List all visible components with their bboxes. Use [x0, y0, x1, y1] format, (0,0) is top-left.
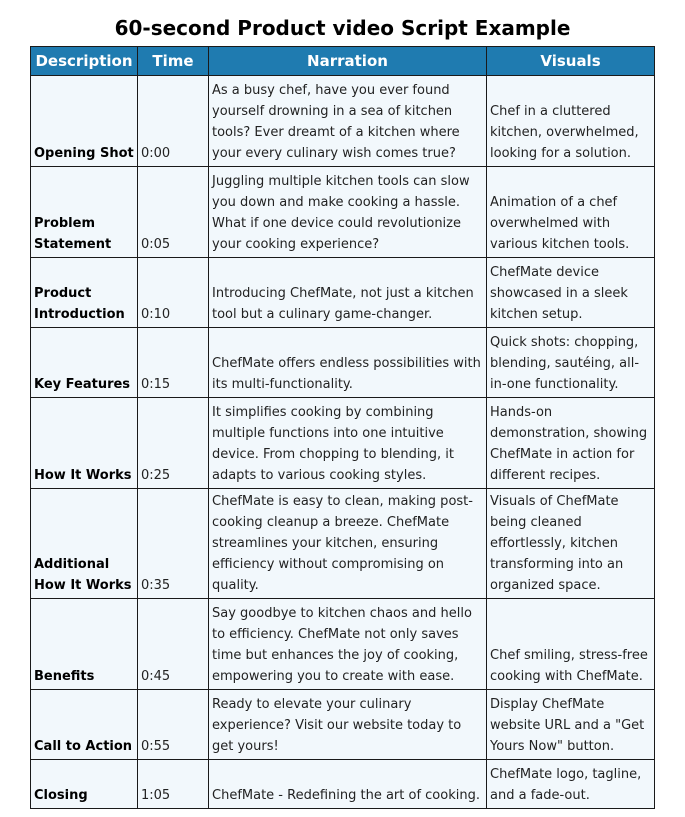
cell-time: 1:05: [138, 760, 209, 809]
cell-visuals: Hands-on demonstration, showing ChefMate in action for different recipes.: [487, 398, 655, 489]
cell-narration: It simplifies cooking by combining multiple functions into one intuitive device. From chopping to blending, it adapts to various cooking styles.: [209, 398, 487, 489]
cell-description: How It Works: [31, 398, 138, 489]
cell-time: 0:55: [138, 690, 209, 760]
header-time: Time: [138, 47, 209, 76]
table-row: [31, 760, 655, 809]
cell-visuals: Chef in a cluttered kitchen, overwhelmed, looking for a solution.: [487, 76, 655, 167]
table-row: [31, 489, 655, 599]
cell-narration: ChefMate offers endless possibilities with its multi-functionality.: [209, 328, 487, 398]
header-description: Description: [31, 47, 138, 76]
cell-narration: Introducing ChefMate, not just a kitchen tool but a culinary game-changer.: [209, 258, 487, 328]
script-table: [30, 46, 655, 809]
cell-description: Product Introduction: [31, 258, 138, 328]
cell-description: Closing: [31, 760, 138, 809]
header-narration: Narration: [209, 47, 487, 76]
table-row: [31, 328, 655, 398]
cell-visuals: Chef smiling, stress-free cooking with ChefMate.: [487, 599, 655, 690]
cell-description: Problem Statement: [31, 167, 138, 258]
cell-narration: Ready to elevate your culinary experience? Visit our website today to get yours!: [209, 690, 487, 760]
table-row: [31, 398, 655, 489]
cell-description: Call to Action: [31, 690, 138, 760]
cell-time: 0:10: [138, 258, 209, 328]
table-row: [31, 599, 655, 690]
cell-visuals: ChefMate logo, tagline, and a fade-out.: [487, 760, 655, 809]
table-row: [31, 690, 655, 760]
cell-visuals: Display ChefMate website URL and a "Get Yours Now" button.: [487, 690, 655, 760]
cell-description: Opening Shot: [31, 76, 138, 167]
table-row: [31, 258, 655, 328]
cell-time: 0:45: [138, 599, 209, 690]
cell-narration: Say goodbye to kitchen chaos and hello to efficiency. ChefMate not only saves time but enhances the joy of cooking, empowering you to create with ease.: [209, 599, 487, 690]
table-row: [31, 76, 655, 167]
table-row: [31, 167, 655, 258]
cell-narration: ChefMate is easy to clean, making post-cooking cleanup a breeze. ChefMate streamlines your kitchen, ensuring efficiency without compromising on quality.: [209, 489, 487, 599]
cell-narration: As a busy chef, have you ever found yourself drowning in a sea of kitchen tools? Ever dreamt of a kitchen where your every culinary wish comes true?: [209, 76, 487, 167]
cell-time: 0:15: [138, 328, 209, 398]
page-title: 60-second Product video Script Example: [114, 16, 571, 40]
cell-time: 0:00: [138, 76, 209, 167]
header-row: [31, 47, 655, 76]
cell-visuals: Visuals of ChefMate being cleaned effortlessly, kitchen transforming into an organized space.: [487, 489, 655, 599]
cell-time: 0:25: [138, 398, 209, 489]
cell-narration: ChefMate - Redefining the art of cooking.: [209, 760, 487, 809]
cell-time: 0:05: [138, 167, 209, 258]
cell-description: Additional How It Works: [31, 489, 138, 599]
cell-visuals: Quick shots: chopping, blending, sautéing, all-in-one functionality.: [487, 328, 655, 398]
cell-visuals: ChefMate device showcased in a sleek kitchen setup.: [487, 258, 655, 328]
cell-visuals: Animation of a chef overwhelmed with various kitchen tools.: [487, 167, 655, 258]
cell-description: Benefits: [31, 599, 138, 690]
cell-time: 0:35: [138, 489, 209, 599]
cell-narration: Juggling multiple kitchen tools can slow you down and make cooking a hassle. What if one device could revolutionize your cooking experience?: [209, 167, 487, 258]
cell-description: Key Features: [31, 328, 138, 398]
header-visuals: Visuals: [487, 47, 655, 76]
